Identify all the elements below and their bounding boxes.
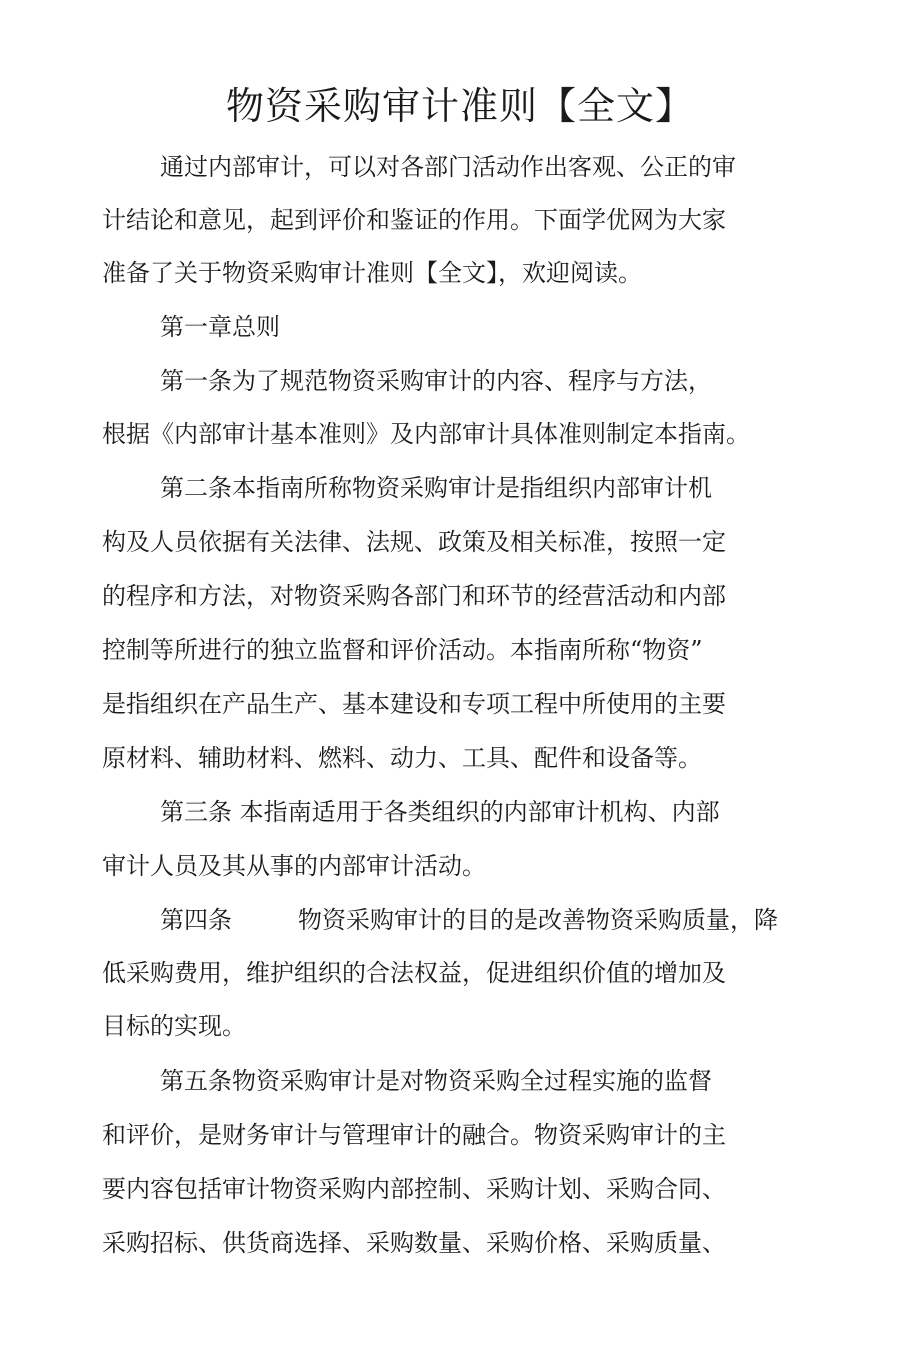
paragraph-line: 通过内部审计，可以对各部门活动作出客观、公正的审 — [160, 153, 736, 181]
paragraph-line: 是指组织在产品生产、基本建设和专项工程中所使用的主要 — [102, 690, 726, 718]
paragraph-line: 控制等所进行的独立监督和评价活动。本指南所称“物资” — [102, 636, 703, 664]
paragraph-line: 的程序和方法，对物资采购各部门和环节的经营活动和内部 — [102, 582, 726, 610]
paragraph-line: 第一条为了规范物资采购审计的内容、程序与方法， — [160, 367, 712, 395]
article-text: 物资采购审计的目的是改善物资采购质量，降 — [298, 906, 778, 934]
paragraph-line: 第二条本指南所称物资采购审计是指组织内部审计机 — [160, 474, 712, 502]
article-number: 第四条 — [160, 906, 232, 934]
paragraph-line: 低采购费用，维护组织的合法权益，促进组织价值的增加及 — [102, 959, 726, 987]
paragraph-line: 准备了关于物资采购审计准则【全文】，欢迎阅读。 — [102, 259, 642, 287]
paragraph-line: 计结论和意见，起到评价和鉴证的作用。下面学优网为大家 — [102, 206, 726, 234]
paragraph-line: 审计人员及其从事的内部审计活动。 — [102, 852, 486, 880]
paragraph-line: 第三条 本指南适用于各类组织的内部审计机构、内部 — [160, 798, 720, 826]
paragraph-line: 采购招标、供货商选择、采购数量、采购价格、采购质量、 — [102, 1229, 726, 1257]
paragraph-line: 根据《内部审计基本准则》及内部审计具体准则制定本指南。 — [102, 420, 750, 448]
paragraph-line: 原材料、辅助材料、燃料、动力、工具、配件和设备等。 — [102, 744, 702, 772]
paragraph-line: 要内容包括审计物资采购内部控制、采购计划、采购合同、 — [102, 1175, 726, 1203]
document-title: 物资采购审计准则【全文】 — [225, 84, 694, 128]
paragraph-line — [160, 905, 778, 935]
paragraph-line: 目标的实现。 — [102, 1012, 246, 1040]
paragraph-line: 和评价，是财务审计与管理审计的融合。物资采购审计的主 — [102, 1121, 726, 1149]
paragraph-line: 第五条物资采购审计是对物资采购全过程实施的监督 — [160, 1067, 712, 1095]
paragraph-line: 构及人员依据有关法律、法规、政策及相关标准，按照一定 — [102, 528, 726, 556]
chapter-heading: 第一章总则 — [160, 313, 280, 341]
